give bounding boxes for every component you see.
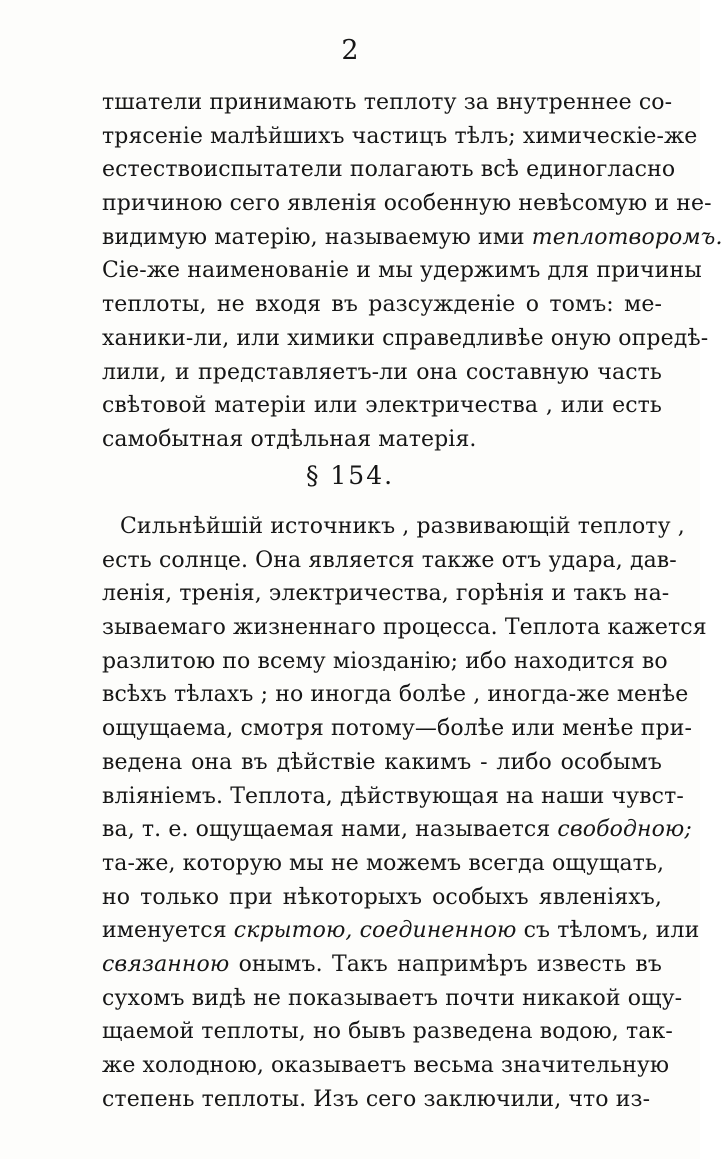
text-segment: тшатели принимають теплоту за внутреннее со- <box>102 90 673 115</box>
text-line <box>102 221 723 255</box>
text-segment: разлитою по всему міозданію; ибо находится во <box>102 648 668 674</box>
text-line <box>102 948 662 982</box>
text-segment: именуется <box>102 918 234 944</box>
text-line <box>102 120 698 154</box>
text-segment: видимую матерію, называемую ими <box>102 224 532 250</box>
text-line <box>102 881 662 915</box>
text-segment: щаемой теплоты, но бывъ разведена водою, так- <box>102 1019 673 1045</box>
section-heading: § 154. <box>305 461 395 490</box>
text-segment: ханики-ли, или химики справедливѣе оную опредѣ- <box>102 325 709 351</box>
text-segment: съ тѣломъ, или <box>516 918 700 944</box>
text-segment: вліяніемъ. Теплота, дѣйствующая на наши чувст- <box>102 783 684 809</box>
text-segment: самобытная отдѣльная матерія. <box>102 426 477 452</box>
text-segment: онымъ. Такъ напримѣръ известь въ <box>229 951 662 977</box>
text-line <box>102 389 662 423</box>
text-segment: лили, и представляетъ-ли она составную часть <box>102 359 662 385</box>
text-segment: степень теплоты. Изъ сего заключили, что из- <box>102 1086 651 1112</box>
text-line <box>102 510 685 544</box>
text-segment: есть солнце. Она является также отъ удара, дав- <box>102 547 677 573</box>
text-line <box>102 611 707 645</box>
text-line <box>102 1015 673 1049</box>
italic-term: теплотворомъ. <box>531 224 723 250</box>
italic-term: свободною; <box>557 817 692 843</box>
text-segment: же холодною, оказываетъ весьма значительную <box>102 1053 670 1078</box>
text-segment: ва, т. е. ощущаемая нами, называется <box>102 817 558 843</box>
text-line <box>102 780 684 814</box>
text-line <box>102 254 702 288</box>
text-line <box>102 288 662 322</box>
paragraph-1 <box>102 86 723 457</box>
page-number: 2 <box>341 35 359 66</box>
text-line <box>102 914 700 948</box>
text-line <box>102 847 665 881</box>
italic-term: связанною <box>102 951 230 977</box>
text-line <box>102 322 709 356</box>
text-segment: причиною сего явленія особенную невѣсомую и не- <box>102 191 712 217</box>
paragraph-2 <box>102 510 707 1116</box>
text-line <box>102 423 662 457</box>
text-line <box>102 356 662 390</box>
text-line <box>102 678 689 712</box>
text-segment: сухомъ видѣ не показываетъ почти никакой ощу- <box>102 985 683 1011</box>
text-line <box>102 712 692 746</box>
text-segment: Сіе-же наименованіе и мы удержимъ для причины <box>102 258 702 284</box>
text-segment: ощущаема, смотря потому—болѣе или менѣе при- <box>102 716 692 742</box>
text-line <box>102 86 673 120</box>
text-segment: всѣхъ тѣлахъ ; но иногда болѣе , иногда-же менѣе <box>102 682 689 708</box>
text-line <box>102 1083 662 1117</box>
text-segment: естествоиспытатели полагають всѣ единогласно <box>102 157 676 183</box>
text-segment: зываемаго жизненнаго процесса. Теплота кажется <box>102 615 707 641</box>
text-segment: свѣтовой матеріи или электричества , или есть <box>102 393 662 419</box>
text-segment: теплоты, не входя въ разсужденіе о томъ: ме- <box>102 292 662 318</box>
text-line <box>102 746 662 780</box>
text-line <box>102 153 676 187</box>
text-line <box>102 1049 670 1083</box>
text-segment: Сильнѣйшій источникъ , развивающій теплоту , <box>120 514 685 539</box>
text-line <box>102 645 668 679</box>
italic-term: скрытою, соединенною <box>233 918 517 944</box>
text-line <box>102 544 677 578</box>
text-segment: ленія, тренія, электричества, горѣнія и такъ на- <box>102 581 670 607</box>
text-line <box>102 187 712 221</box>
text-segment: та-же, которую мы не можемъ всегда ощущать, <box>102 850 665 876</box>
text-line <box>102 577 670 611</box>
text-segment: трясеніе малѣйшихъ частицъ тѣлъ; химическіе-же <box>102 123 698 149</box>
text-line <box>102 982 683 1016</box>
text-segment: ведена она въ дѣйствіе какимъ - либо особымъ <box>102 749 662 775</box>
text-segment: но только при нѣкоторыхъ особыхъ явленіяхъ, <box>102 884 662 910</box>
text-line <box>102 813 692 847</box>
